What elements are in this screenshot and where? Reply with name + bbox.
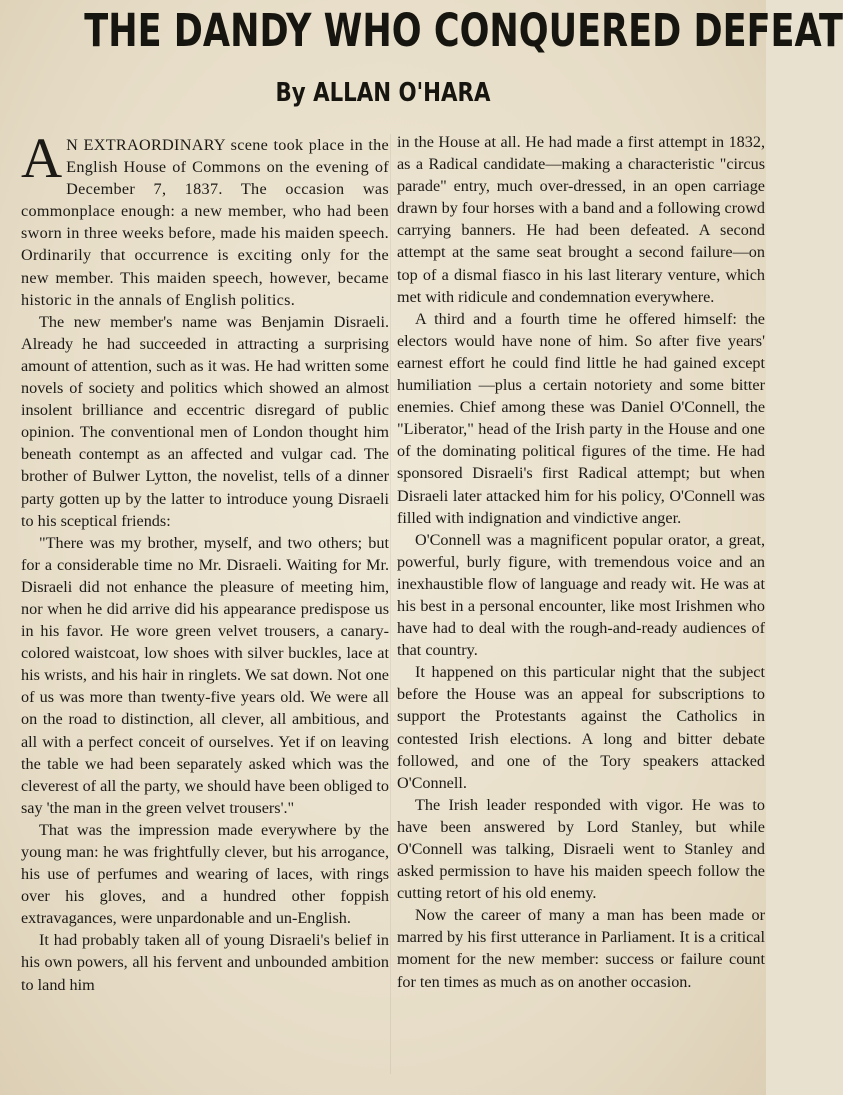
paragraph-text: N EXTRAORDINARY scene took place in the English House of Commons on the evening of December 7, 1837. The occasion was commonplace enough: a new member, who had been sworn in three weeks before, made his maiden speech. Ordinarily that occurrence is exciting only for the new member. This maiden speech, however, became historic in the annals of English politics.	[21, 136, 390, 309]
paragraph: in the House at all. He had made a first attempt in 1832, as a Radical candidate—making a characteristic "circus parade" entry, much over-dressed, in an open carriage drawn by four horses with a band and a following crowd carrying banners. He had been defeated. A second attempt at the same seat brought a second failure—on top of a dismal fiasco in his last literary venture, which met with ridicule and condemnation everywhere.	[397, 133, 765, 306]
paragraph: O'Connell was a magnificent popular orator, a great, powerful, burly figure, with tremendous voice and an inexhaustible flow of language and ready wit. He was at his best in a personal encounter, like most Irishmen who have had to deal with the rough-and-ready audiences of that country.	[397, 530, 765, 660]
column-divider	[390, 134, 391, 1074]
right-column	[397, 131, 765, 1081]
drop-cap: A	[21, 127, 63, 190]
paragraph: The Irish leader responded with vigor. He was to have been answered by Lord Stanley, but while O'Connell was talking, Disraeli went to Stanley and asked permission to have his maiden speech follow the cutting retort of his old enemy.	[397, 795, 765, 903]
paragraph: "There was my brother, myself, and two others; but for a considerable time no Mr. Disraeli. Waiting for Mr. Disraeli did not enhance the pleasure of meeting him, nor when he did arrive did his appearance predispose us in his favor. He wore green velvet trousers, a canary-colored waistcoat, low shoes with silver buckles, lace at his wrists, and his hair in ringlets. We sat down. Not one of us was more than twenty-five years old. We were all on the road to distinction, all clever, all ambitious, and all with a perfect conceit of ourselves. Yet if on leaving the table we had been separately asked which was the cleverest of all the party, we should have been obliged to say 'the man in the green velvet trousers'."	[21, 533, 389, 817]
paragraph: It had probably taken all of young Disraeli's belief in his own powers, all his fervent and unbounded ambition to land him	[21, 931, 389, 994]
article-title: THE DANDY WHO CONQUERED DEFEAT	[84, 4, 843, 57]
article-byline: By ALLAN O'HARA	[275, 78, 491, 108]
paragraph: Now the career of many a man has been made or marred by his first utterance in Parliament. It is a critical moment for the new member: success or failure count for ten times as much as on another occasion.	[397, 906, 765, 991]
paragraph	[21, 127, 390, 311]
paragraph: It happened on this particular night that the subject before the House was an appeal for subscriptions to support the Protestants against the Catholics in contested Irish elections. A long and bitter debate followed, and one of the Tory speakers attacked O'Connell.	[397, 663, 765, 792]
paragraph: That was the impression made everywhere by the young man: he was frightfully clever, but his arrogance, his use of perfumes and wearing of laces, with rings over his gloves, and a hundred other foppish extravagances, were unpardonable and un-English.	[21, 820, 389, 928]
left-column	[21, 127, 390, 1084]
paragraph: A third and a fourth time he offered himself: the electors would have none of him. So after five years' earnest effort he could find little he had gained except humiliation —plus a certain notoriety and some bitter enemies. Chief among these was Daniel O'Connell, the "Liberator," head of the Irish party in the House and one of the dominating political figures of the time. He had sponsored Disraeli's first Radical attempt; but when Disraeli later attacked him for his policy, O'Connell was filled with indignation and vindictive anger.	[397, 309, 765, 527]
paragraph: The new member's name was Benjamin Disraeli. Already he had succeeded in attracting a surprising amount of attention, such as it was. He had written some novels of society and politics which showed an almost insolent brilliance and eccentric disregard of public opinion. The conventional men of London thought him beneath contempt as an affected and vulgar cad. The brother of Bulwer Lytton, the novelist, tells of a dinner party gotten up by the latter to introduce young Disraeli to his sceptical friends:	[21, 312, 389, 530]
